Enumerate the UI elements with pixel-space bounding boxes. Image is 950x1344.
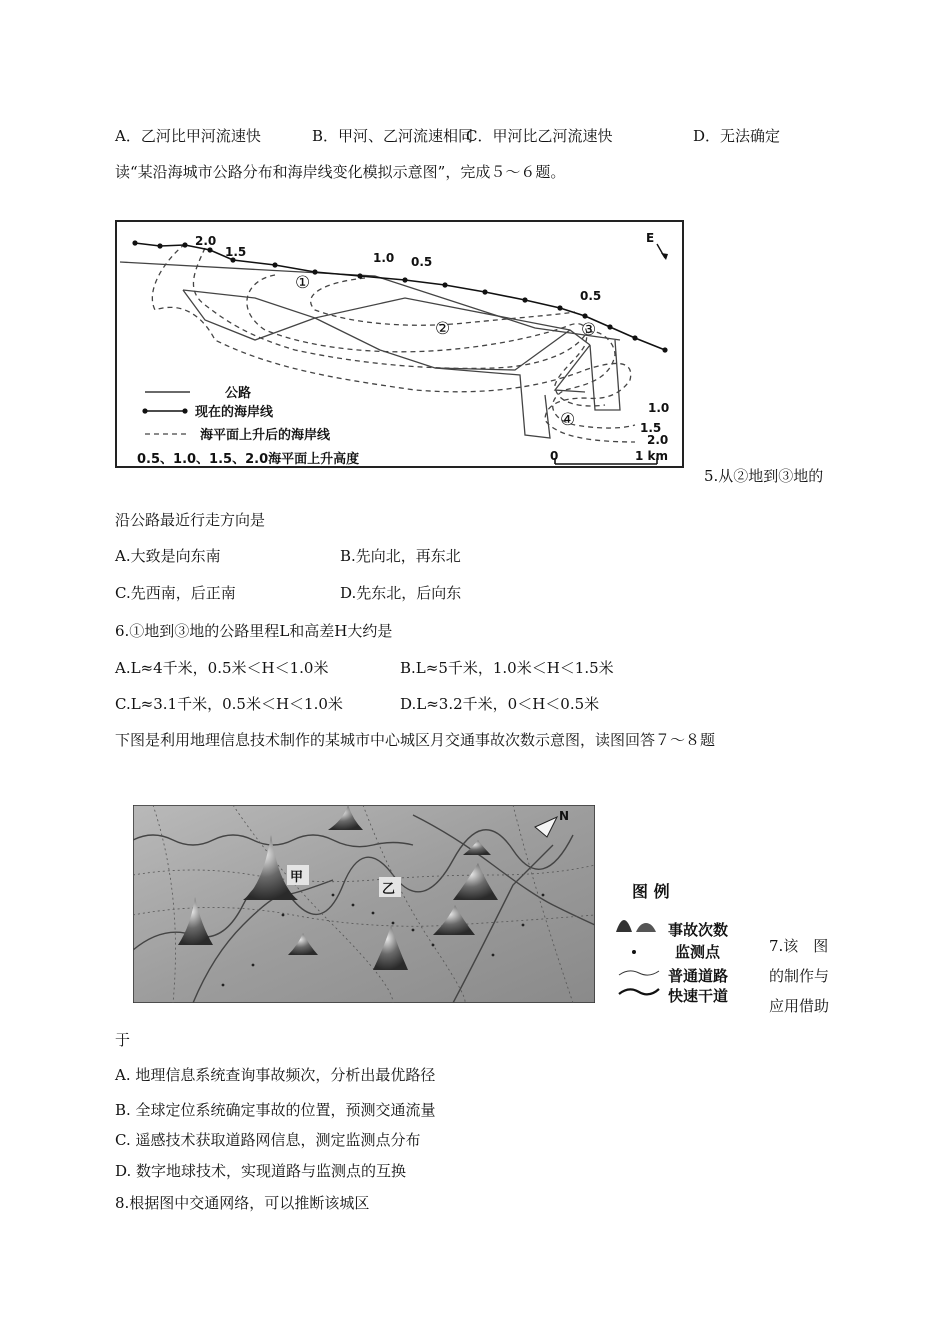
intro-7-8: 下图是利用地理信息技术制作的某城市中心城区月交通事故次数示意图，读图回答７～８题 xyxy=(115,731,716,749)
q7-stem-d: 于 xyxy=(115,1031,131,1049)
q7-stem-b: 的制作与 xyxy=(769,967,830,985)
legend-heights: 0.5、1.0、1.5、2.0海平面上升高度 xyxy=(137,452,360,467)
legend-title: 图 例 xyxy=(632,882,670,901)
point-1: ① xyxy=(295,273,311,293)
q5-stem-b: 沿公路最近行走方向是 xyxy=(115,511,266,529)
normal-road-icon xyxy=(619,971,659,975)
legend-road: 公路 xyxy=(225,386,252,401)
point-3: ③ xyxy=(581,320,597,340)
q5-stem-a: 5.从②地到③地的 xyxy=(704,467,824,485)
legend-symbols xyxy=(614,918,664,1000)
q7-option-b: B. 全球定位系统确定事故的位置，预测交通流量 xyxy=(115,1101,436,1119)
point-2: ② xyxy=(435,319,451,339)
svg-text:1 km: 1 km xyxy=(635,449,669,463)
q7-stem-c: 应用借助 xyxy=(769,997,830,1015)
q4-option-d: D．无法确定 xyxy=(693,127,781,145)
legend-express: 快速干道 xyxy=(668,987,729,1005)
label-height-2-0-right: 2.0 xyxy=(647,433,669,447)
q5-option-d: D.先东北，后向东 xyxy=(340,584,462,602)
legend-monitor: 监测点 xyxy=(675,943,721,961)
q5-option-c: C.先西南，后正南 xyxy=(115,584,236,602)
q7-stem-a: 7.该 图 xyxy=(769,937,829,955)
q6-option-a: A.L≈4千米，0.5米＜H＜1.0米 xyxy=(115,659,329,677)
label-height-1-5: 1.5 xyxy=(225,245,247,259)
accident-peak-icon xyxy=(636,923,656,932)
svg-text:0: 0 xyxy=(550,449,559,463)
q5-option-b: B.先向北，再东北 xyxy=(340,547,461,565)
accident-peak-icon xyxy=(616,920,632,932)
q7-option-c: C. 遥感技术获取道路网信息，测定监测点分布 xyxy=(115,1131,421,1149)
q4-option-c: C．甲河比乙河流速快 xyxy=(466,127,613,145)
q5-option-a: A.大致是向东南 xyxy=(115,547,221,565)
intro-5-6: 读“某沿海城市公路分布和海岸线变化模拟示意图”，完成５～６题。 xyxy=(115,163,566,181)
legend-current-coast: 现在的海岸线 xyxy=(195,405,274,420)
monitor-point-icon xyxy=(632,950,636,954)
legend-road: 普通道路 xyxy=(668,967,729,985)
q4-option-a: A．乙河比甲河流速快 xyxy=(115,127,261,145)
label-height-2-0: 2.0 xyxy=(195,234,217,248)
label-height-1-5-right: 1.5 xyxy=(640,421,662,435)
legend-future-coast: 海平面上升后的海岸线 xyxy=(200,428,331,443)
label-height-0-5-right: 0.5 xyxy=(580,289,602,303)
legend-accidents: 事故次数 xyxy=(668,921,729,939)
q4-option-b: B．甲河、乙河流速相同 xyxy=(312,127,474,145)
svg-text:N: N xyxy=(559,809,570,823)
label-jia: 甲 xyxy=(290,870,304,885)
expressway-icon xyxy=(619,989,659,994)
svg-text:E: E xyxy=(646,231,655,245)
q6-option-b: B.L≈5千米，1.0米＜H＜1.5米 xyxy=(400,659,614,677)
label-height-1-0: 1.0 xyxy=(373,251,395,265)
label-height-1-0-right: 1.0 xyxy=(648,401,670,415)
coastline-road-map xyxy=(115,220,685,470)
traffic-accident-map xyxy=(133,805,595,1003)
q8-stem: 8.根据图中交通网络，可以推断该城区 xyxy=(115,1194,370,1212)
point-4: ④ xyxy=(560,410,576,430)
q6-option-c: C.L≈3.1千米，0.5米＜H＜1.0米 xyxy=(115,695,343,713)
q6-stem: 6.①地到③地的公路里程L和高差H大约是 xyxy=(115,622,393,640)
q7-option-a: A. 地理信息系统查询事故频次，分析出最优路径 xyxy=(115,1066,436,1084)
q7-option-d: D. 数字地球技术，实现道路与监测点的互换 xyxy=(115,1162,407,1180)
label-height-0-5: 0.5 xyxy=(411,255,433,269)
q6-option-d: D.L≈3.2千米，0＜H＜0.5米 xyxy=(400,695,600,713)
label-yi: 乙 xyxy=(382,882,396,897)
